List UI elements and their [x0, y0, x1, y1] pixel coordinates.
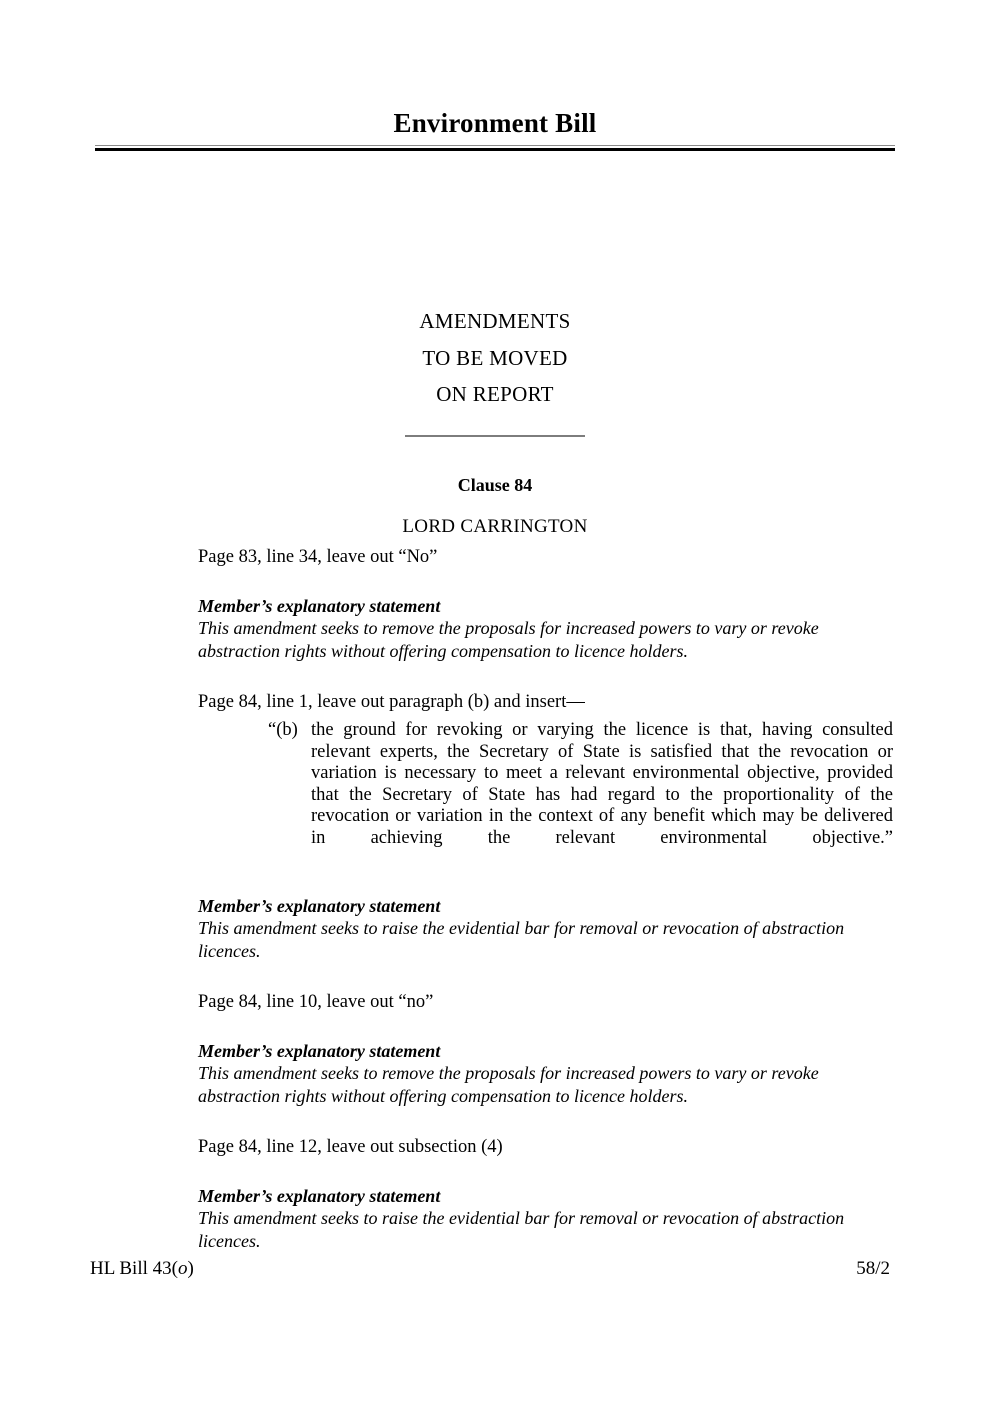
explanatory-statement-body: This amendment seeks to raise the evidential bar for removal or revocation of abstraction licences.: [198, 1208, 845, 1251]
spacer: [198, 1015, 893, 1040]
explanatory-statement: [198, 1185, 893, 1252]
bill-number: [90, 1258, 194, 1280]
explanatory-statement-body: This amendment seeks to remove the proposals for increased powers to vary or revoke abstraction rights without offering compensation to licence holders.: [198, 618, 819, 661]
explanatory-statement-body: This amendment seeks to remove the proposals for increased powers to vary or revoke abstraction rights without offering compensation to licence holders.: [198, 1063, 819, 1106]
explanatory-statement-heading: Member’s explanatory statement: [198, 596, 441, 616]
explanatory-statement-heading: Member’s explanatory statement: [198, 1186, 441, 1207]
amendment-item: [198, 990, 893, 1107]
section-divider: [405, 435, 585, 437]
bill-number-suffix: ): [187, 1258, 194, 1279]
inserted-text-block: [198, 720, 893, 871]
spacer: [198, 1160, 893, 1185]
explanatory-statement: [198, 895, 893, 962]
bill-number-prefix: HL Bill 43(: [90, 1258, 178, 1279]
heading-line-amendments: AMENDMENTS: [419, 309, 571, 333]
spacer: [198, 1107, 893, 1135]
page-reference: 58/2: [856, 1258, 890, 1279]
header-divider-thick-line: [95, 148, 895, 151]
explanatory-statement: [198, 595, 893, 662]
explanatory-statement: [198, 1040, 893, 1107]
explanatory-statement-body: This amendment seeks to raise the evidential bar for removal or revocation of abstraction licences.: [198, 918, 845, 961]
spacer: [198, 962, 893, 990]
inserted-paragraph-marker: “(b): [268, 720, 298, 740]
page-title: Environment Bill: [393, 108, 597, 138]
inserted-paragraph-text: the ground for revoking or varying the licence is that, having consulted relevant experts, the Secretary of State is satisfied that the revocation or variation is necessary to meet a relevant environmental objective, provided that the Secretary of State has had regard to the proportionality of the revocation or variation in the context of any benefit which may be delivered in achieving the relevant environmental objective.”: [311, 720, 893, 848]
inserted-paragraph-row: [268, 720, 893, 871]
spacer: [198, 570, 893, 595]
explanatory-statement-heading: Member’s explanatory statement: [198, 896, 441, 917]
amendment-item: [198, 690, 893, 962]
member-name: LORD CARRINGTON: [402, 516, 588, 537]
bill-number-italic: o: [177, 1258, 188, 1279]
heading-line-to-be-moved: TO BE MOVED: [422, 345, 568, 370]
spacer: [198, 662, 893, 690]
explanatory-statement-heading: Member’s explanatory statement: [198, 1041, 441, 1062]
amendment-instruction: Page 84, line 10, leave out “no”: [198, 992, 434, 1013]
amendment-item: [198, 1135, 893, 1252]
amendment-item: [198, 545, 893, 662]
amendments-heading-block: [95, 303, 895, 413]
amendment-instruction: Page 83, line 34, leave out “No”: [198, 547, 438, 567]
clause-heading: Clause 84: [457, 475, 533, 495]
amendments-body: [198, 545, 893, 1252]
spacer: [198, 871, 893, 895]
heading-line-on-report: ON REPORT: [436, 382, 554, 406]
amendment-instruction: Page 84, line 12, leave out subsection (4): [198, 1137, 503, 1158]
amendment-instruction: Page 84, line 1, leave out paragraph (b) and insert—: [198, 692, 585, 712]
header-divider: [95, 145, 895, 151]
